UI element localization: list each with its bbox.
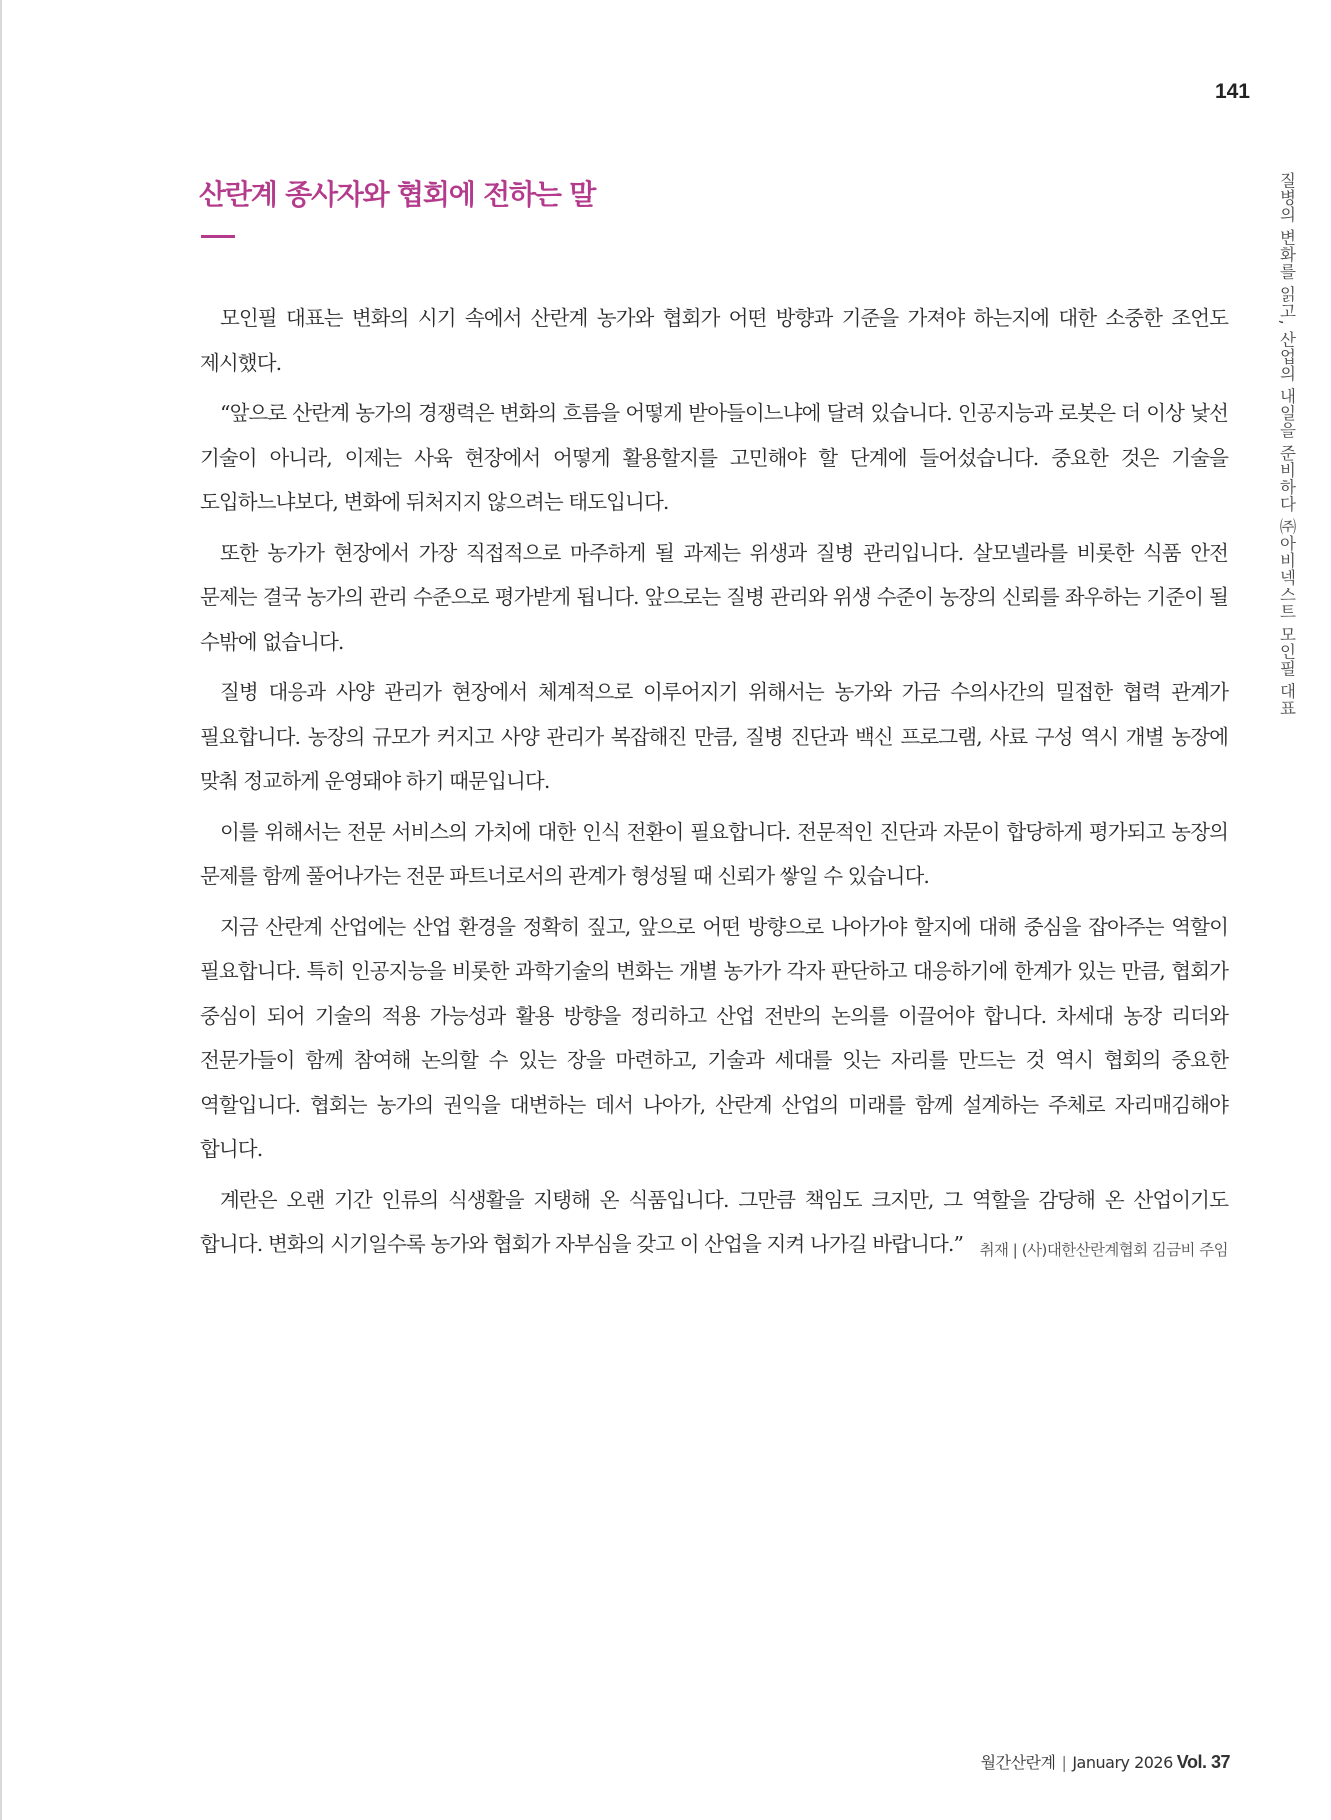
body-paragraph: 모인필 대표는 변화의 시기 속에서 산란계 농가와 협회가 어떤 방향과 기준을 가져야 하는지에 대한 소중한 조언도 제시했다. — [200, 306, 1229, 375]
interview-credit: 취재 | (사)대한산란계협회 김금비 주임 — [979, 1241, 1228, 1259]
body-paragraph: 지금 산란계 산업에는 산업 환경을 정확히 짚고, 앞으로 어떤 방향으로 나아가야 할지에 대해 중심을 잡아주는 역할이 필요합니다. 특히 인공지능을 비롯한 과학기술의 변화는 개별 농가가 각자 판단하고 대응하기에 한계가 있는 만큼, 협회가 중심이 되어 기술의 적용 가능성과 활용 방향을 정리하고 산업 전반의 논의를 이끌어야 합니다. 차세대 농장 리더와 전문가들이 함께 참여해 논의할 수 있는 장을 마련하고, 기술과 세대를 잇는 자리를 만드는 것 역시 협회의 중요한 역할입니다. 협회는 농가의 권익을 대변하는 데서 나아가, 산란계 산업의 미래를 함께 설계하는 주체로 자리매김해야 합니다. — [200, 914, 1228, 1161]
body-paragraph: 또한 농가가 현장에서 가장 직접적으로 마주하게 될 과제는 위생과 질병 관리입니다. 살모넬라를 비롯한 식품 안전 문제는 결국 농가의 관리 수준으로 평가받게 됩니다. 앞으로는 질병 관리와 위생 수준이 농장의 신뢰를 좌우하는 기준이 될 수밖에 없습니다. — [200, 540, 1229, 654]
body-paragraph: “앞으로 산란계 농가의 경쟁력은 변화의 흐름을 어떻게 받아들이느냐에 달려 있습니다. 인공지능과 로봇은 더 이상 낯선 기술이 아니라, 이제는 사육 현장에서 어떻게 활용할지를 고민해야 할 단계에 들어섰습니다. 중요한 것은 기술을 도입하느냐보다, 변화에 뒤처지지 않으려는 태도입니다. — [200, 401, 1228, 514]
side-running-title: 질병의 변화를 읽고, 산업의 내일을 준비하다 ㈜아비넥스트 모인필 대표 — [1277, 172, 1296, 717]
body-paragraph: 이를 위해서는 전문 서비스의 가치에 대한 인식 전환이 필요합니다. 전문적인 진단과 자문이 합당하게 평가되고 농장의 문제를 함께 풀어나가는 전문 파트너로서의 관계가 형성될 때 신뢰가 쌓일 수 있습니다. — [200, 819, 1228, 888]
page-footer — [760, 1750, 1230, 1773]
title-underline — [201, 235, 235, 238]
article-body — [200, 296, 1228, 1273]
page-number: 141 — [1214, 80, 1250, 103]
footer-volume: Vol. 37 — [1176, 1752, 1230, 1772]
body-paragraph: 질병 대응과 사양 관리가 현장에서 체계적으로 이루어지기 위해서는 농가와 가금 수의사간의 밀접한 협력 관계가 필요합니다. 농장의 규모가 커지고 사양 관리가 복잡해진 만큼, 질병 진단과 백신 프로그램, 사료 구성 역시 개별 농장에 맞춰 정교하게 운영돼야 하기 때문입니다. — [200, 680, 1228, 793]
section-title: 산란계 종사자와 협회에 전하는 말 — [199, 178, 596, 211]
footer-magazine-name: 월간산란계 — [980, 1753, 1056, 1772]
body-paragraph: 계란은 오랜 기간 인류의 식생활을 지탱해 온 식품입니다. 그만큼 책임도 크지만, 그 역할을 감당해 온 산업이기도 합니다. 변화의 시기일수록 농가와 협회가 자부심을 갖고 이 산업을 지켜 나가길 바랍니다.” — [200, 1187, 1228, 1256]
footer-issue-date: January 2026 — [1072, 1753, 1173, 1772]
footer-separator: | — [1061, 1753, 1067, 1772]
page-edge-line — [0, 0, 2, 1820]
